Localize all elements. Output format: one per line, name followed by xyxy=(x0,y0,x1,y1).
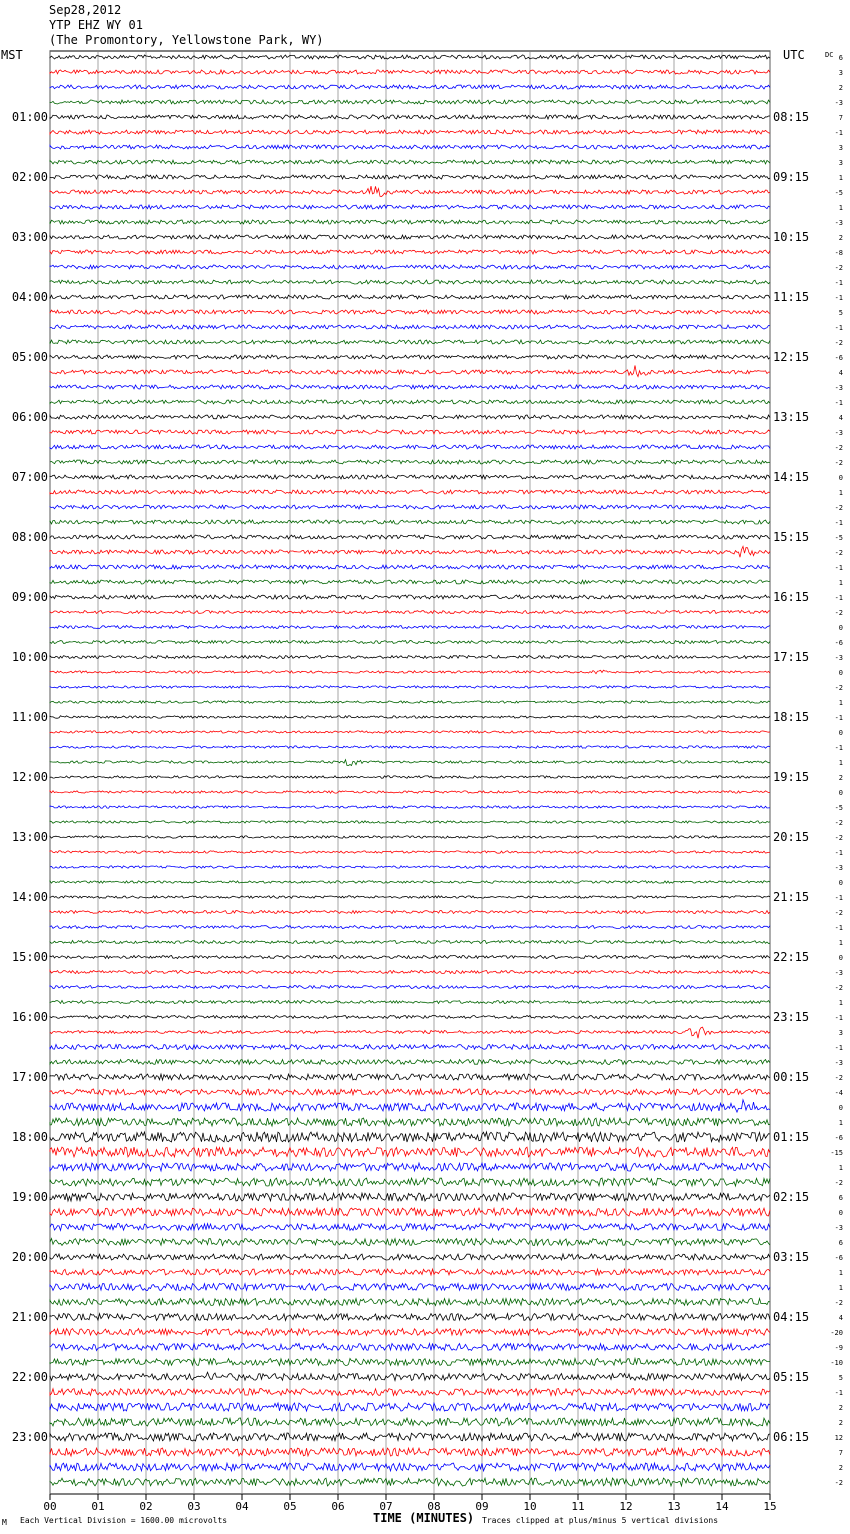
dc-offset-label: 0 xyxy=(838,879,843,887)
dc-offset-label: 2 xyxy=(838,774,843,782)
seismic-trace xyxy=(50,430,770,434)
dc-offset-label: 2 xyxy=(838,1419,843,1427)
x-tick-label: 15 xyxy=(763,1500,777,1513)
seismic-trace xyxy=(50,641,770,644)
seismic-trace xyxy=(50,1403,770,1411)
clip-note: Traces clipped at plus/minus 5 vertical divisions xyxy=(482,1516,719,1525)
mst-hour-label: 12:00 xyxy=(11,770,48,784)
seismic-trace xyxy=(50,1463,770,1471)
dc-offset-label: -6 xyxy=(834,1254,843,1262)
mst-hour-label: 15:00 xyxy=(11,950,48,964)
mst-hour-label: 02:00 xyxy=(11,170,48,184)
dc-offset-label: -1 xyxy=(834,564,843,572)
utc-hour-label: 19:15 xyxy=(773,770,810,784)
seismic-trace xyxy=(50,186,770,197)
dc-offset-label: 0 xyxy=(838,1104,843,1112)
x-tick-label: 04 xyxy=(235,1500,249,1513)
seismic-trace xyxy=(50,1299,770,1306)
utc-hour-label: 02:15 xyxy=(773,1190,810,1204)
dc-offset-label: 3 xyxy=(838,1029,843,1037)
seismic-trace xyxy=(50,546,770,557)
mst-hour-label: 05:00 xyxy=(11,350,48,364)
dc-offset-label: 2 xyxy=(838,1464,843,1472)
seismic-trace xyxy=(50,475,770,479)
seismic-trace xyxy=(50,100,770,104)
dc-offset-label: -1 xyxy=(834,594,843,602)
seismic-trace xyxy=(50,806,770,808)
seismic-trace xyxy=(50,836,770,838)
x-tick-label: 10 xyxy=(523,1500,537,1513)
seismic-trace xyxy=(50,280,770,284)
seismic-trace xyxy=(50,716,770,718)
utc-hour-label: 01:15 xyxy=(773,1130,810,1144)
utc-hour-label: 13:15 xyxy=(773,410,810,424)
seismic-trace xyxy=(50,1314,770,1321)
record-date: Sep28,2012 xyxy=(49,3,122,17)
dc-offset-label: -5 xyxy=(834,804,843,812)
x-tick-label: 12 xyxy=(619,1500,633,1513)
dc-offset-label: -3 xyxy=(834,99,843,107)
utc-hour-label: 04:15 xyxy=(773,1310,810,1324)
seismic-trace xyxy=(50,1359,770,1366)
dc-offset-label: -3 xyxy=(834,384,843,392)
seismic-trace xyxy=(50,1118,770,1126)
mst-hour-label: 18:00 xyxy=(11,1130,48,1144)
seismic-trace xyxy=(50,1478,770,1486)
dc-offset-label: 3 xyxy=(838,159,843,167)
dc-offset-label: -3 xyxy=(834,1059,843,1067)
dc-offset-label: -2 xyxy=(834,834,843,842)
seismic-trace xyxy=(50,896,770,898)
dc-offset-label: -1 xyxy=(834,129,843,137)
dc-offset-label: 5 xyxy=(838,1374,843,1382)
utc-hour-label: 06:15 xyxy=(773,1430,810,1444)
dc-offset-label: 2 xyxy=(838,1404,843,1412)
seismic-trace xyxy=(50,1089,770,1095)
dc-offset-label: -2 xyxy=(834,819,843,827)
utc-hour-label: 18:15 xyxy=(773,710,810,724)
dc-offset-label: 2 xyxy=(838,234,843,242)
dc-offset-label: -2 xyxy=(834,264,843,272)
mst-hour-label: 17:00 xyxy=(11,1070,48,1084)
left-timezone-label: MST xyxy=(1,48,23,62)
seismic-trace xyxy=(50,325,770,329)
x-tick-label: 07 xyxy=(379,1500,393,1513)
dc-offset-label: 0 xyxy=(838,669,843,677)
dc-offset-label: 0 xyxy=(838,954,843,962)
dc-offset-label: 1 xyxy=(838,1269,843,1277)
seismic-trace xyxy=(50,1100,770,1112)
dc-offset-label: -1 xyxy=(834,849,843,857)
dc-offset-label: 6 xyxy=(838,1239,843,1247)
dc-offset-label: -2 xyxy=(834,459,843,467)
utc-hour-label: 12:15 xyxy=(773,350,810,364)
seismic-trace xyxy=(50,656,770,659)
utc-hour-label: 20:15 xyxy=(773,830,810,844)
dc-offset-label: 12 xyxy=(834,1434,843,1442)
seismic-trace xyxy=(50,1178,770,1186)
seismic-trace xyxy=(50,881,770,883)
seismic-trace xyxy=(50,1045,770,1050)
x-tick-label: 14 xyxy=(715,1500,729,1513)
seismic-trace xyxy=(50,355,770,359)
seismic-trace xyxy=(50,85,770,89)
seismic-trace xyxy=(50,365,770,376)
seismic-trace xyxy=(50,520,770,524)
seismic-trace xyxy=(50,911,770,914)
utc-hour-label: 15:15 xyxy=(773,530,810,544)
dc-offset-label: 1 xyxy=(838,489,843,497)
seismic-trace xyxy=(50,821,770,823)
seismic-trace xyxy=(50,235,770,239)
seismic-trace xyxy=(50,956,770,959)
seismic-trace xyxy=(50,866,770,868)
dc-offset-label: 3 xyxy=(838,144,843,152)
utc-hour-label: 23:15 xyxy=(773,1010,810,1024)
mst-hour-label: 16:00 xyxy=(11,1010,48,1024)
x-tick-label: 13 xyxy=(667,1500,681,1513)
seismic-trace xyxy=(50,1269,770,1275)
seismic-trace xyxy=(50,1344,770,1351)
dc-offset-label: 6 xyxy=(838,54,843,62)
seismic-trace xyxy=(50,1372,770,1380)
dc-offset-label: -6 xyxy=(834,1134,843,1142)
seismic-trace xyxy=(50,1001,770,1004)
seismic-trace xyxy=(50,776,770,778)
dc-offset-label: -1 xyxy=(834,279,843,287)
dc-offset-label: -4 xyxy=(834,1089,843,1097)
dc-offset-label: -2 xyxy=(834,609,843,617)
dc-offset-label: 0 xyxy=(838,729,843,737)
dc-offset-label: 1 xyxy=(838,174,843,182)
mst-hour-label: 01:00 xyxy=(11,110,48,124)
seismic-trace xyxy=(50,1448,770,1456)
seismic-trace xyxy=(50,490,770,494)
seismic-trace xyxy=(50,1433,770,1441)
seismic-trace xyxy=(50,626,770,629)
seismic-trace xyxy=(50,1060,770,1065)
seismic-trace xyxy=(50,265,770,269)
dc-offset-label: 4 xyxy=(838,369,843,377)
seismic-trace xyxy=(50,1239,770,1246)
dc-offset-label: 0 xyxy=(838,624,843,632)
dc-offset-label: 1 xyxy=(838,699,843,707)
dc-offset-label: 0 xyxy=(838,789,843,797)
dc-column-label: DC xyxy=(825,51,834,59)
seismic-trace xyxy=(50,851,770,853)
utc-hour-label: 05:15 xyxy=(773,1370,810,1384)
seismic-trace xyxy=(50,746,770,748)
seismic-trace xyxy=(50,926,770,929)
seismic-trace xyxy=(50,340,770,344)
seismic-trace xyxy=(50,145,770,149)
x-axis-title: TIME (MINUTES) xyxy=(373,1511,475,1525)
seismic-trace xyxy=(50,205,770,209)
seismic-trace xyxy=(50,971,770,974)
dc-offset-label: -2 xyxy=(834,909,843,917)
seismic-trace xyxy=(50,1147,770,1157)
x-tick-label: 00 xyxy=(43,1500,57,1513)
seismic-trace xyxy=(50,70,770,74)
mst-hour-label: 14:00 xyxy=(11,890,48,904)
mst-hour-label: 04:00 xyxy=(11,290,48,304)
seismic-trace xyxy=(50,175,770,179)
seismic-trace xyxy=(50,1418,770,1426)
dc-offset-label: -2 xyxy=(834,684,843,692)
seismic-trace xyxy=(50,445,770,449)
dc-offset-label: 1 xyxy=(838,1284,843,1292)
dc-offset-label: -1 xyxy=(834,519,843,527)
corner-mark: M xyxy=(2,1518,7,1527)
dc-offset-label: 2 xyxy=(838,84,843,92)
plot-frame xyxy=(50,51,770,1494)
mst-hour-label: 10:00 xyxy=(11,650,48,664)
dc-offset-label: -3 xyxy=(834,1224,843,1232)
dc-offset-label: 5 xyxy=(838,309,843,317)
dc-offset-label: 7 xyxy=(838,114,843,122)
seismic-trace xyxy=(50,1284,770,1291)
dc-offset-label: -2 xyxy=(834,1299,843,1307)
utc-hour-label: 03:15 xyxy=(773,1250,810,1264)
dc-offset-label: 4 xyxy=(838,414,843,422)
mst-hour-label: 07:00 xyxy=(11,470,48,484)
dc-offset-label: -1 xyxy=(834,399,843,407)
seismic-trace xyxy=(50,160,770,164)
mst-hour-label: 21:00 xyxy=(11,1310,48,1324)
dc-offset-label: -8 xyxy=(834,249,843,257)
dc-offset-label: -2 xyxy=(834,1479,843,1487)
dc-offset-label: -1 xyxy=(834,744,843,752)
dc-offset-label: 4 xyxy=(838,1314,843,1322)
seismic-trace xyxy=(50,760,770,766)
dc-offset-label: -6 xyxy=(834,354,843,362)
dc-offset-label: -20 xyxy=(830,1329,843,1337)
dc-offset-label: -3 xyxy=(834,429,843,437)
utc-hour-label: 17:15 xyxy=(773,650,810,664)
seismic-trace xyxy=(50,1329,770,1336)
seismic-trace xyxy=(50,1132,770,1142)
utc-hour-label: 10:15 xyxy=(773,230,810,244)
mst-hour-label: 08:00 xyxy=(11,530,48,544)
seismic-trace xyxy=(50,535,770,539)
dc-offset-label: -1 xyxy=(834,1044,843,1052)
dc-offset-label: 0 xyxy=(838,474,843,482)
dc-offset-label: -10 xyxy=(830,1359,843,1367)
mst-hour-label: 20:00 xyxy=(11,1250,48,1264)
mst-hour-label: 09:00 xyxy=(11,590,48,604)
dc-offset-label: -1 xyxy=(834,294,843,302)
seismic-trace xyxy=(50,1389,770,1396)
seismic-trace xyxy=(50,250,770,254)
utc-hour-label: 09:15 xyxy=(773,170,810,184)
utc-hour-label: 00:15 xyxy=(773,1070,810,1084)
seismic-trace xyxy=(50,1254,770,1260)
x-tick-label: 11 xyxy=(571,1500,585,1513)
utc-hour-label: 11:15 xyxy=(773,290,810,304)
station-id: YTP EHZ WY 01 xyxy=(49,18,143,32)
dc-offset-label: -2 xyxy=(834,444,843,452)
seismic-trace xyxy=(50,55,770,59)
seismic-trace xyxy=(50,220,770,224)
seismic-trace xyxy=(50,565,770,569)
dc-offset-label: -2 xyxy=(834,504,843,512)
seismic-trace xyxy=(50,415,770,419)
mst-hour-label: 19:00 xyxy=(11,1190,48,1204)
x-tick-label: 08 xyxy=(427,1500,441,1513)
seismic-trace xyxy=(50,505,770,509)
x-tick-label: 05 xyxy=(283,1500,297,1513)
dc-offset-label: 6 xyxy=(838,1194,843,1202)
mst-hour-label: 22:00 xyxy=(11,1370,48,1384)
seismic-trace xyxy=(50,1193,770,1201)
seismic-trace xyxy=(50,941,770,944)
x-tick-label: 06 xyxy=(331,1500,345,1513)
utc-hour-label: 16:15 xyxy=(773,590,810,604)
dc-offset-label: -15 xyxy=(830,1149,843,1157)
mst-hour-label: 06:00 xyxy=(11,410,48,424)
dc-offset-label: 1 xyxy=(838,999,843,1007)
dc-offset-label: -1 xyxy=(834,1014,843,1022)
seismic-trace xyxy=(50,1208,770,1216)
mst-hour-label: 23:00 xyxy=(11,1430,48,1444)
mst-hour-label: 11:00 xyxy=(11,710,48,724)
seismic-trace xyxy=(50,731,770,733)
dc-offset-label: -2 xyxy=(834,339,843,347)
dc-offset-label: -1 xyxy=(834,894,843,902)
seismic-trace xyxy=(50,295,770,299)
seismic-trace xyxy=(50,1224,770,1231)
dc-offset-label: 1 xyxy=(838,1119,843,1127)
dc-offset-label: -1 xyxy=(834,924,843,932)
dc-offset-label: -2 xyxy=(834,549,843,557)
right-timezone-label: UTC xyxy=(783,48,805,62)
seismic-trace xyxy=(50,115,770,119)
seismic-trace xyxy=(50,670,770,674)
scale-note: Each Vertical Division = 1600.00 microvolts xyxy=(20,1516,228,1525)
seismic-trace xyxy=(50,791,770,793)
seismic-trace xyxy=(50,1027,770,1038)
dc-offset-label: 1 xyxy=(838,759,843,767)
utc-hour-label: 14:15 xyxy=(773,470,810,484)
seismic-trace xyxy=(50,595,770,599)
seismic-trace xyxy=(50,686,770,688)
dc-offset-label: -3 xyxy=(834,864,843,872)
dc-offset-label: -3 xyxy=(834,654,843,662)
seismic-trace xyxy=(50,1074,770,1080)
seismic-trace xyxy=(50,1016,770,1019)
dc-offset-label: -5 xyxy=(834,534,843,542)
dc-offset-label: -6 xyxy=(834,639,843,647)
station-location: (The Promontory, Yellowstone Park, WY) xyxy=(49,33,324,47)
x-tick-label: 03 xyxy=(187,1500,201,1513)
seismic-trace xyxy=(50,400,770,404)
mst-hour-label: 03:00 xyxy=(11,230,48,244)
dc-offset-label: 1 xyxy=(838,204,843,212)
seismic-trace xyxy=(50,385,770,389)
seismic-trace xyxy=(50,460,770,464)
dc-offset-label: 3 xyxy=(838,69,843,77)
seismic-trace xyxy=(50,580,770,584)
seismic-trace xyxy=(50,701,770,703)
x-tick-label: 01 xyxy=(91,1500,105,1513)
seismic-trace xyxy=(50,986,770,989)
dc-offset-label: -5 xyxy=(834,189,843,197)
dc-offset-label: -2 xyxy=(834,1179,843,1187)
utc-hour-label: 21:15 xyxy=(773,890,810,904)
utc-hour-label: 22:15 xyxy=(773,950,810,964)
seismic-trace xyxy=(50,1163,770,1171)
utc-hour-label: 08:15 xyxy=(773,110,810,124)
seismic-trace xyxy=(50,130,770,134)
mst-hour-label: 13:00 xyxy=(11,830,48,844)
dc-offset-label: -1 xyxy=(834,1389,843,1397)
dc-offset-label: 1 xyxy=(838,579,843,587)
dc-offset-label: -2 xyxy=(834,1074,843,1082)
dc-offset-label: 1 xyxy=(838,1164,843,1172)
dc-offset-label: -1 xyxy=(834,324,843,332)
dc-offset-label: -3 xyxy=(834,219,843,227)
dc-offset-label: -2 xyxy=(834,984,843,992)
dc-offset-label: 7 xyxy=(838,1449,843,1457)
dc-offset-label: 0 xyxy=(838,1209,843,1217)
seismic-trace xyxy=(50,310,770,314)
dc-offset-label: 1 xyxy=(838,939,843,947)
dc-offset-label: -1 xyxy=(834,714,843,722)
dc-offset-label: -9 xyxy=(834,1344,843,1352)
seismic-trace xyxy=(50,611,770,614)
dc-offset-label: -3 xyxy=(834,969,843,977)
x-tick-label: 02 xyxy=(139,1500,153,1513)
x-tick-label: 09 xyxy=(475,1500,489,1513)
